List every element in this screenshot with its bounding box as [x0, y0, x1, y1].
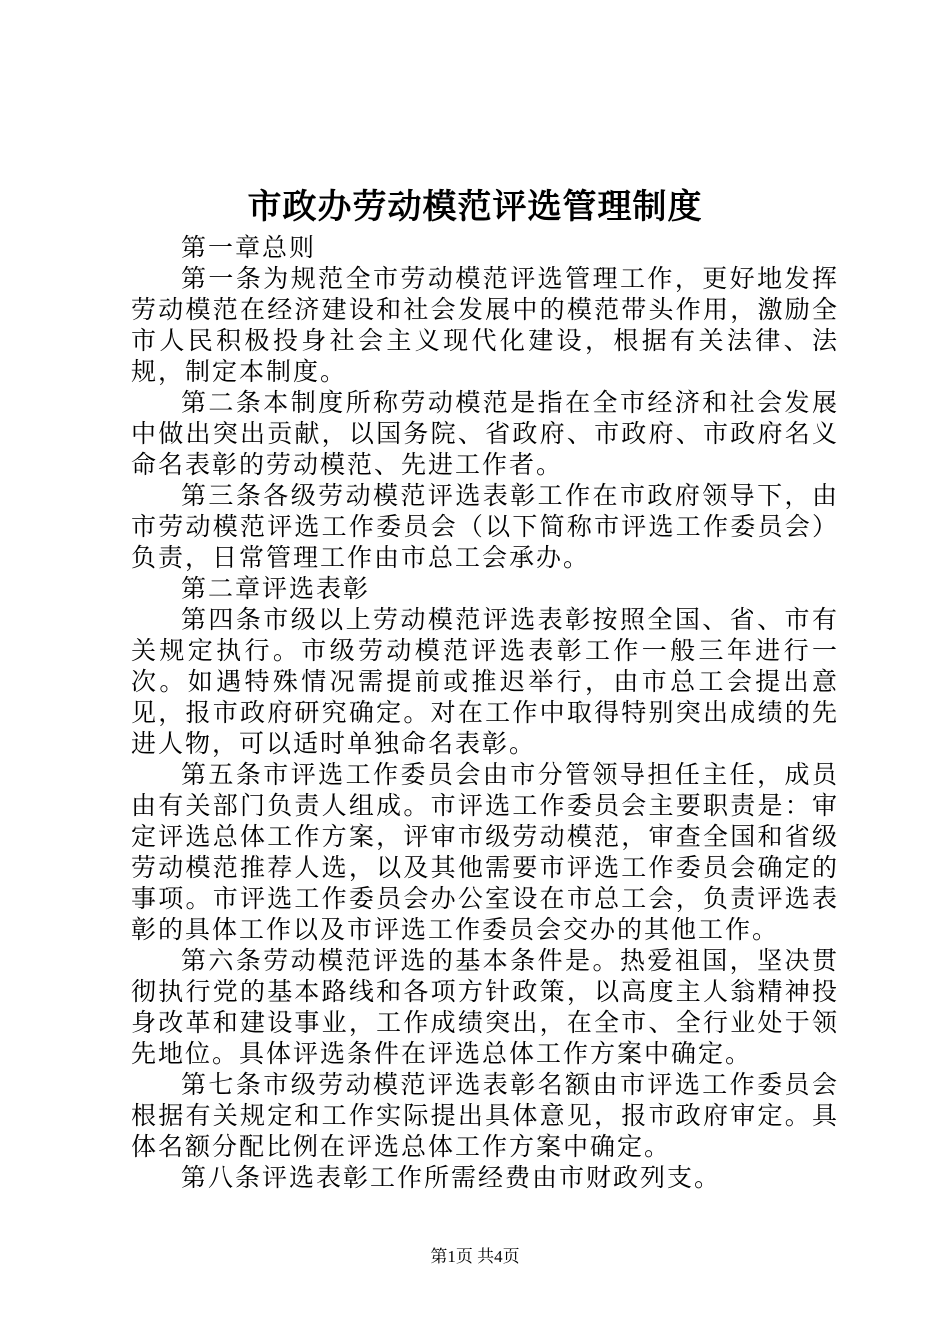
article-paragraph: 第三条各级劳动模范评选表彰工作在市政府领导下，由市劳动模范评选工作委员会（以下简称市评选工作委员会）负责，日常管理工作由市总工会承办。 [131, 481, 839, 572]
page-footer: 第1页 共4页 [430, 1247, 520, 1266]
document-title: 市政办劳动模范评选管理制度 [247, 187, 703, 227]
article-paragraph: 第二条本制度所称劳动模范是指在全市经济和社会发展中做出突出贡献，以国务院、省政府、市政府、市政府名义命名表彰的劳动模范、先进工作者。 [131, 388, 839, 479]
chapter-heading: 第二章评选表彰 [181, 574, 371, 603]
article-paragraph: 第八条评选表彰工作所需经费由市财政列支。 [181, 1163, 722, 1192]
article-paragraph: 第四条市级以上劳动模范评选表彰按照全国、省、市有关规定执行。市级劳动模范评选表彰工作一般三年进行一次。如遇特殊情况需提前或推迟举行，由市总工会提出意见，报市政府研究确定。对在工作中取得特别突出成绩的先进人物，可以适时单独命名表彰。 [131, 605, 839, 758]
chapter-heading: 第一章总则 [181, 233, 317, 262]
document-body [131, 232, 839, 1193]
article-paragraph: 第七条市级劳动模范评选表彰名额由市评选工作委员会根据有关规定和工作实际提出具体意见，报市政府审定。具体名额分配比例在评选总体工作方案中确定。 [131, 1070, 839, 1161]
article-paragraph: 第一条为规范全市劳动模范评选管理工作，更好地发挥劳动模范在经济建设和社会发展中的模范带头作用，激励全市人民积极投身社会主义现代化建设，根据有关法律、法规，制定本制度。 [131, 264, 839, 386]
article-paragraph: 第六条劳动模范评选的基本条件是。热爱祖国，坚决贯彻执行党的基本路线和各项方针政策，以高度主人翁精神投身改革和建设事业，工作成绩突出，在全市、全行业处于领先地位。具体评选条件在评选总体工作方案中确定。 [131, 946, 839, 1068]
article-paragraph: 第五条市评选工作委员会由市分管领导担任主任，成员由有关部门负责人组成。市评选工作委员会主要职责是：审定评选总体工作方案，评审市级劳动模范，审查全国和省级劳动模范推荐人选，以及其他需要市评选工作委员会确定的事项。市评选工作委员会办公室设在市总工会，负责评选表彰的具体工作以及市评选工作委员会交办的其他工作。 [131, 760, 839, 944]
